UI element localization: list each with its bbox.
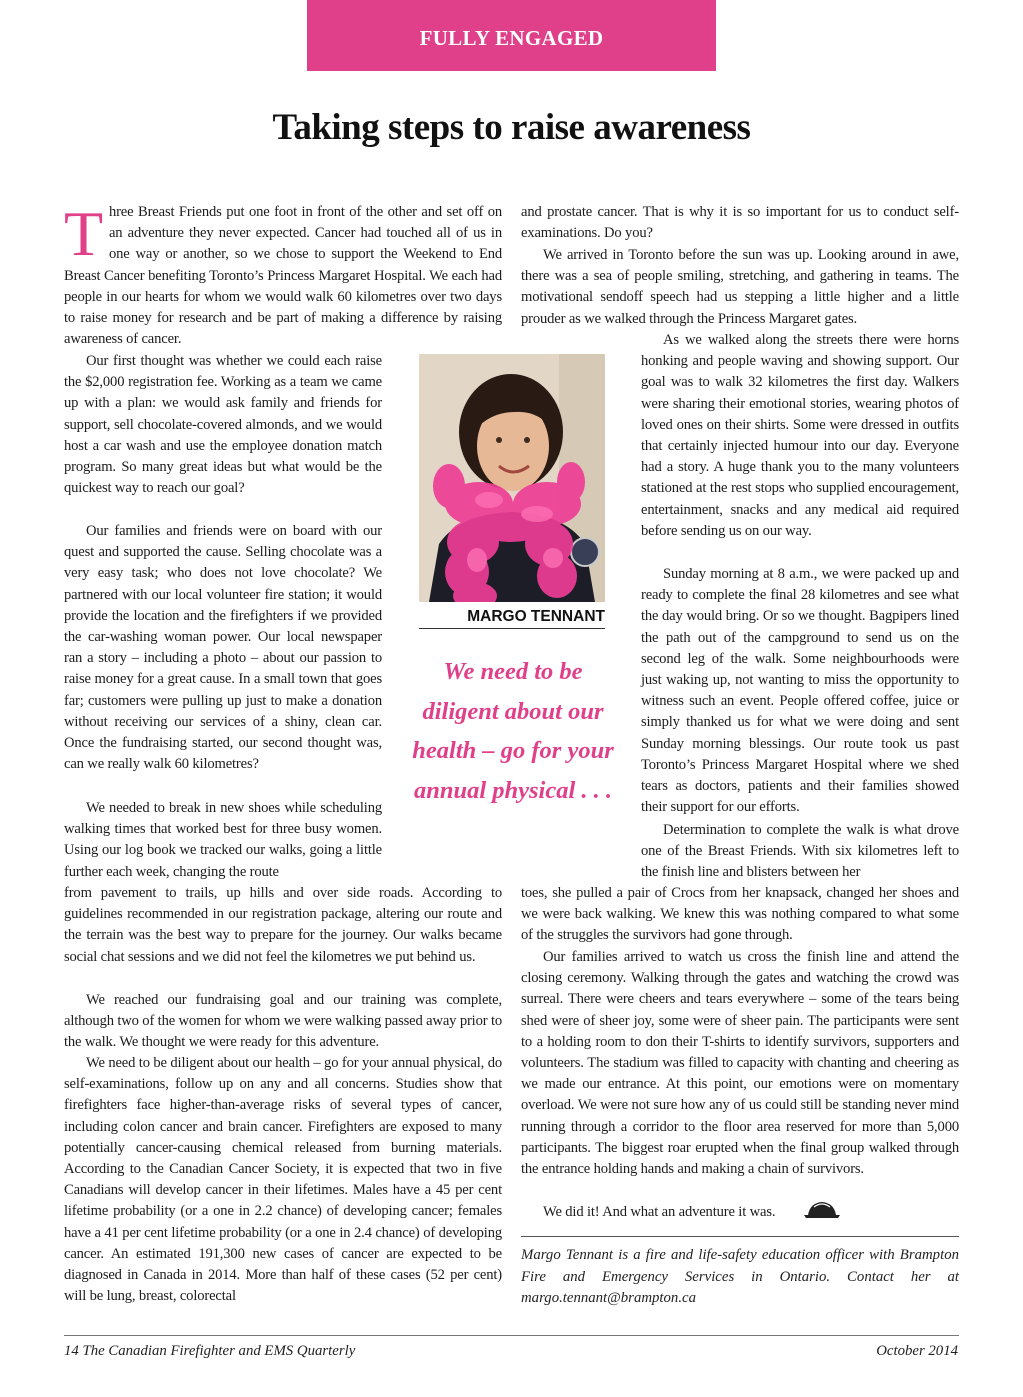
article-paragraph-5: We reached our fundraising goal and our training was complete, although two of the women for whom we were walking passed away prior to the walk. We thought we were ready for this adventure. <box>64 992 502 1051</box>
article-paragraph-10: Sunday morning at 8 a.m., we were packed up and ready to complete the final 28 kilometres and see what the day would bring. Or so we thought. Bagpipers lined the path out of the campground to send us on the second leg of the walk. Some neighbourhoods were just waking up, not wanting to miss the opportunity to witness such an event. People offered coffee, juice or simply thanked us for what we were doing and sent Sunday morning blessings. Our route took us past Toronto’s Princess Margaret Hospital where we shed tears as doctors, patients and their families showed their support for our efforts. <box>641 566 959 816</box>
article-paragraph-11a: Determination to complete the walk is what drove one of the Breast Friends. With six kilometres left to the finish line and blisters between her <box>641 822 959 881</box>
article-paragraph-1: Three Breast Friends put one foot in front of the other and set off on an adventure they never expected. Cancer had touched all of us in one way or another, so we chose to support the Weekend to End Breast Cancer benefiting Toronto’s Princess Margaret Hospital. We each had people in our hearts for whom we would walk 60 kilometres over two days to raise money for research and be part of making a difference by raising awareness of cancer. <box>64 198 502 348</box>
author-bio: Margo Tennant is a fire and life-safety education officer with Brampton Fire and Emergency Services in Ontario. Contact her at margo.tennant@brampton.ca <box>521 1247 959 1306</box>
portrait-photo <box>419 354 605 602</box>
article-paragraph-2: Our first thought was whether we could each raise the $2,000 registration fee. Working as a team we came up with a plan: we would ask family and friends for support, sell chocolate-covered almonds, and we would host a car wash and use the employee donation match program. So many great ideas but what would be the quickest way to reach our goal? <box>64 353 382 497</box>
photo-caption: MARGO TENNANT <box>419 608 605 629</box>
article-paragraph-11b: toes, she pulled a pair of Crocs from her knapsack, changed her shoes and we were back walking. We knew this was nothing compared to what some of the struggles the survivors had gone through. <box>521 885 959 944</box>
bio-divider <box>521 1236 959 1237</box>
article-paragraph-9: As we walked along the streets there were horns honking and people waving and showing support. Our goal was to walk 32 kilometres the first day. Walkers were sharing their emotional stories, wearing photos of loved ones on their shirts. Some were dressed in outfits that certainly injected humour into our day. Everyone had a story. A huge thank you to the many volunteers stationed at the rest stops who supplied encouragement, entertainment, snacks and any medical aid required before sending us on our way. <box>641 332 959 539</box>
article-paragraph-4b: from pavement to trails, up hills and over side roads. According to guidelines recommended in our registration package, altering our route and the terrain was the best way to prepare for the journey. Our walks became social chat sessions and we did not feel the kilometres we put behind us. <box>64 885 502 965</box>
firefighter-helmet-icon <box>804 1199 840 1219</box>
drop-cap: T <box>64 198 103 269</box>
article-paragraph-8: We arrived in Toronto before the sun was up. Looking around in awe, there was a sea of people smiling, stretching, and gathering in teams. The motivational sendoff speech had us stepping a little higher and a little prouder as we walked through the Princess Margaret gates. <box>521 247 959 327</box>
article-paragraph-6: We need to be diligent about our health – go for your annual physical, do self-examinations, follow up on any and all concerns. Studies show that firefighters face higher-than-average risks of several types of cancer, including colon cancer and brain cancer. Firefighters are exposed to many potentially cancer-causing chemical released from burning materials. According to the Canadian Cancer Society, it is expected that two in five Canadians will develop cancer in their lifetimes. Males have a 45 per cent lifetime probability (or a one in 2.2 chance) of developing cancer; females have a 41 per cent lifetime probability (or a one in 2.4 chance) of developing cancer. An estimated 191,300 new cases of cancer are expected to be diagnosed in Canada in 2014. More than half of these cases (52 per cent) will be lung, breast, colorectal <box>64 1055 502 1305</box>
article-paragraph-13: We did it! And what an adventure it was. <box>543 1204 776 1220</box>
headline: Taking steps to raise awareness <box>272 107 751 148</box>
article-paragraph-12: Our families arrived to watch us cross the finish line and attend the closing ceremony. Walking through the gates and watching the crowd was surreal. There were cheers and tears everywhere – some of the tears being shed were of sheer joy, some were of sheer pain. The participants were sent to a holding room to don their T-shirts to identify survivors, supporters and volunteers. The stadium was filled to capacity with chanting and cheering as we made our entrance. At this point, our emotions were on momentary overload. We were not sure how any of us could still be standing never mind running through a corridor to the floor area reserved for more than 5,000 participants. The biggest roar erupted when the final group walked through the entrance holding hands and making a chain of survivors. <box>521 949 959 1178</box>
article-paragraph-4a: We needed to break in new shoes while scheduling walking times that worked best for three busy women. Using our log book we tracked our walks, going a little further each week, changing the route <box>64 800 382 880</box>
pull-quote: We need to be diligent about our health – go for your annual physical . . . <box>412 658 614 804</box>
section-label: FULLY ENGAGED <box>307 0 716 71</box>
footer-date: October 2014 <box>876 1343 958 1359</box>
author-photo <box>419 354 605 602</box>
article-paragraph-3: Our families and friends were on board with our quest and supported the cause. Selling chocolate was a very easy task; who does not love chocolate? We partnered with our local volunteer fire station; it would provide the location and the firefighters if we provided the car-washing woman power. Our local newspaper ran a story – including a photo – about our passion to raise money for a great cause. In a small town that goes far; customers were pulling up just to make a donation without receiving our services of a shiny, clean car. Once the fundraising started, our second thought was, can we really walk 60 kilometres? <box>64 523 382 773</box>
article-paragraph-7: and prostate cancer. That is why it is so important for us to conduct self-examinations. Do you? <box>521 204 959 242</box>
footer-divider <box>64 1335 959 1336</box>
footer-page-info: 14 The Canadian Firefighter and EMS Quarterly <box>64 1343 356 1359</box>
